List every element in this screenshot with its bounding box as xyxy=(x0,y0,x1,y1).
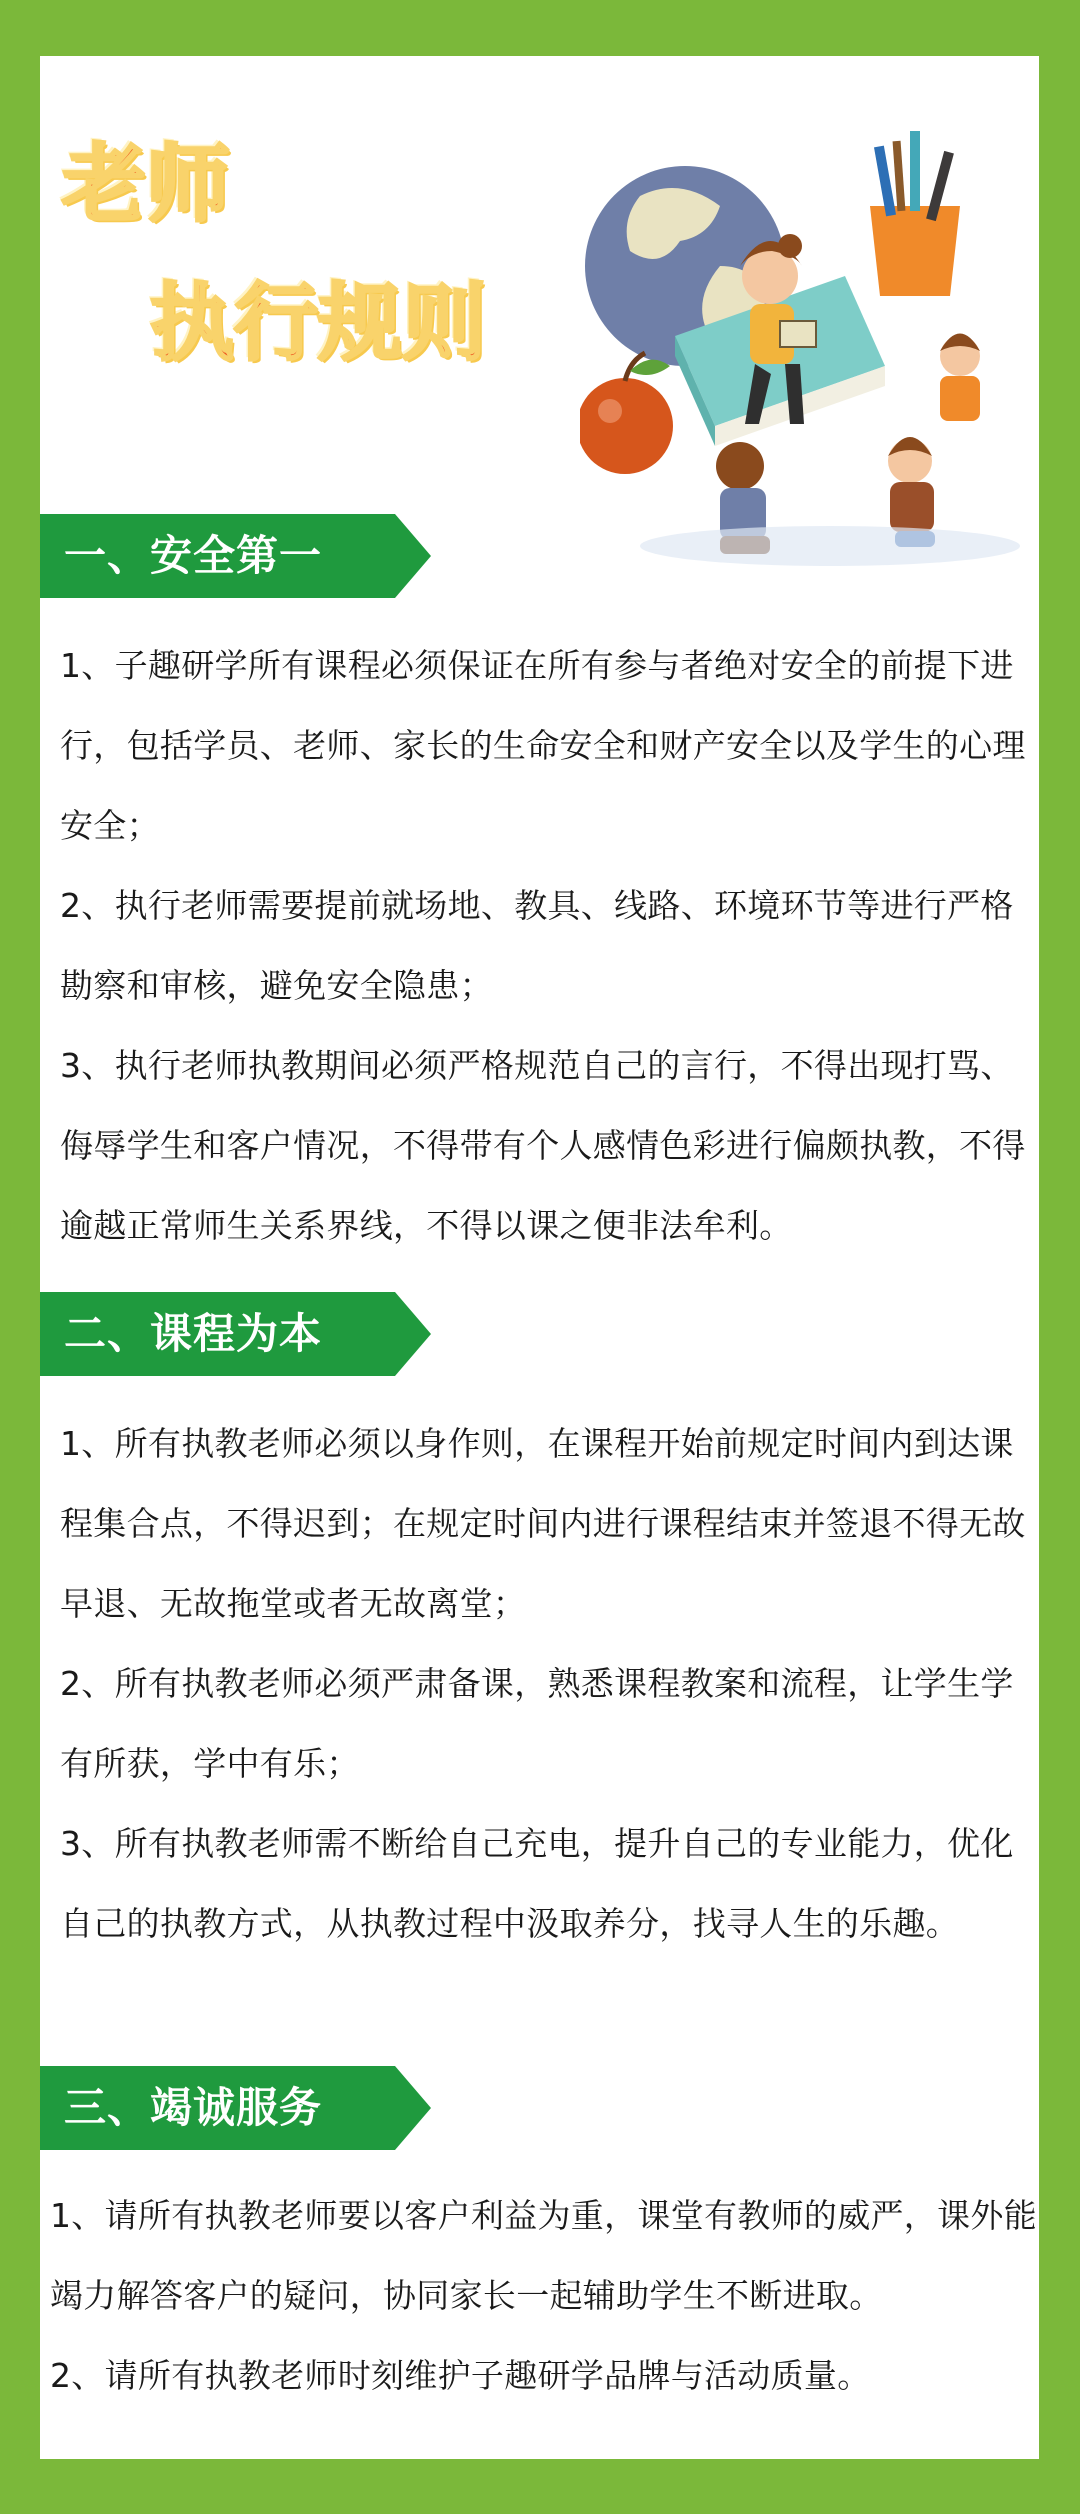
title-line-2: 执行规则 xyxy=(150,274,487,372)
section-item: 3、所有执教老师需不断给自己充电，提升自己的专业能力，优化自己的执教方式，从执教过程中汲取养分，找寻人生的乐趣。 xyxy=(60,1824,1014,1943)
section-heading-curriculum xyxy=(40,1292,395,1376)
section-item: 1、子趣研学所有课程必须保证在所有参与者绝对安全的前提下进行，包括学员、老师、家长的生命安全和财产安全以及学生的心理安全； xyxy=(60,646,1026,845)
section-heading-label: 一、安全第一 xyxy=(64,531,323,580)
section-heading-label: 三、竭诚服务 xyxy=(64,2083,323,2132)
rules-card xyxy=(40,56,1039,2459)
section-heading-label: 二、课程为本 xyxy=(64,1309,323,1358)
section-item: 2、所有执教老师必须严肃备课，熟悉课程教案和流程，让学生学有所获，学中有乐； xyxy=(60,1664,1014,1783)
section-item: 1、请所有执教老师要以客户利益为重，课堂有教师的威严，课外能竭力解答客户的疑问，协同家长一起辅助学生不断进取。 xyxy=(50,2196,1037,2315)
section-heading-service xyxy=(40,2066,395,2150)
teacher-reading-illustration xyxy=(580,126,1020,606)
section-item: 1、所有执教老师必须以身作则，在课程开始前规定时间内到达课程集合点，不得迟到；在规定时间内进行课程结束并签退不得无故早退、无故拖堂或者无故离堂； xyxy=(60,1424,1026,1623)
section-item: 2、执行老师需要提前就场地、教具、线路、环境环节等进行严格勘察和审核，避免安全隐患； xyxy=(60,886,1014,1005)
section-item: 3、执行老师执教期间必须严格规范自己的言行，不得出现打骂、侮辱学生和客户情况，不得带有个人感情色彩进行偏颇执教，不得逾越正常师生关系界线，不得以课之便非法牟利。 xyxy=(60,1046,1026,1245)
title-line-1: 老师 xyxy=(62,135,231,233)
section-heading-safety xyxy=(40,514,395,598)
section-item: 2、请所有执教老师时刻维护子趣研学品牌与活动质量。 xyxy=(50,2356,871,2395)
